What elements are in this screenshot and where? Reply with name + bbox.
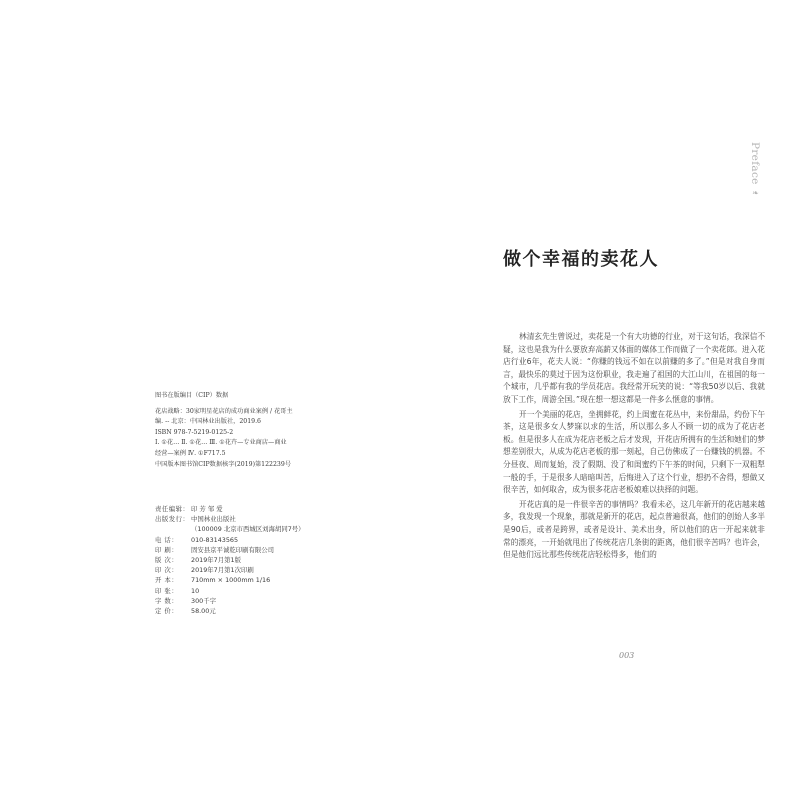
cip-title: 图书在版编目（CIP）数据 [155,392,229,399]
colophon-row [155,565,385,575]
colophon-row [155,555,385,565]
body-text [503,331,765,564]
colophon-value: 中国林业出版社 [191,515,236,524]
colophon-label: 印 张： [155,586,179,595]
paragraph: 开花店真的是一件很辛苦的事情吗？我看未必，这几年新开的花店越来越多，我发现一个现象，那就是新开的花店，起点普遍很高，他们的创始人多半是90后，或者是跨界，或者是设计、美术出身，所以他们的店一开起来就非常的漂亮，一开始就甩出了传统花店几条街的距离，他们很辛苦吗？也许会，但是他们远比那些传统花店轻松得多，他们的 [503,499,766,560]
cip-line: 经营—案例 Ⅳ. ①F717.5 [155,449,226,457]
colophon-row [155,586,385,596]
colophon-value: （100009 北京市西城区刘海胡同7号） [191,525,305,534]
colophon-row [155,545,385,555]
preface-label: Preface [749,142,761,185]
colophon-block [155,504,385,616]
colophon-value: 2019年7月第1次印刷 [191,566,254,575]
colophon-value: 710mm × 1000mm 1/16 [191,576,271,585]
paragraph: 开一个美丽的花店，坐拥鲜花，约上闺蜜在花丛中，来份甜品，约份下午茶，这是很多女人梦寐以求的生活，所以那么多人不顾一切的成为了花店老板。但是很多人在成为花店老板之后才发现，开花店所拥有的生活和她们的梦想差别很大，从成为花店老板的那一刻起，自己仿佛成了一台赚钱的机器。不分昼夜、周而复始，没了假期、没了和闺蜜约下午茶的时间，只剩下一双粗犁一般的手，于是很多人暗暗叫苦，后悔进入了这个行业，想扔不舍得，想做又很辛苦，如何取舍，成为很多花店老板娘难以抉择的问题。 [503,409,766,495]
colophon-label: 出版发行： [155,515,190,524]
cip-line: 花店战略：30家明星花店的成功商业案例 / 花哥主 [155,407,293,415]
colophon-value: 印 芳 邹 爱 [191,505,223,513]
cip-block [155,391,355,470]
cip-line: ISBN 978-7-5219-0125-2 [155,428,234,436]
colophon-label [155,524,191,534]
colophon-value: 58.00元 [191,607,216,616]
colophon-label: 印 刷： [155,545,179,554]
colophon-label: 电 话： [155,535,179,544]
page-number: 003 [619,651,635,660]
colophon-row [155,514,385,524]
cip-line: Ⅰ. ①花… Ⅱ. ①花… Ⅲ. ①花卉—专业商店—商业 [155,439,287,447]
colophon-value: 固安县京平诚乾印刷有限公司 [191,545,275,554]
colophon-value: 300千字 [191,596,216,605]
colophon-row [155,575,385,585]
colophon-value: 2019年7月第1版 [191,556,241,565]
preface-running-head [749,142,761,198]
colophon-row [155,606,385,616]
cip-line: 中国版本图书馆CIP数据核字(2019)第122239号 [155,460,291,468]
colophon-value: 010-83143565 [191,535,239,544]
chapter-title: 做个幸福的卖花人 [503,249,659,270]
colophon-label: 字 数： [155,596,179,605]
colophon-value: 10 [191,586,200,595]
colophon-label: 责任编辑： [155,505,190,513]
flourish-icon: ❧ [751,188,760,198]
cip-line: 编. -- 北京：中国林业出版社，2019.6 [155,418,261,426]
colophon-label: 定 价： [155,607,179,616]
colophon-row [155,596,385,606]
paragraph: 林清玄先生曾说过，卖花是一个有大功德的行业，对于这句话，我深信不疑，这也是我为什么要放弃高薪又体面的媒体工作而做了一个卖花郎。进入花店行业6年，花夫人说：“你赚的钱远不如在以前赚的多了。”但是对我自身而言，最快乐的莫过于因为这份职业，我走遍了祖国的大江山川，在祖国的每一个城市，几乎都有我的学员花店。我经常开玩笑的说：“等我50岁以后、我就放下工作，周游全国。”现在想一想这都是一件多么惬意的事情。 [503,332,766,404]
colophon-row [155,524,385,534]
colophon-label: 印 次： [155,566,179,575]
colophon-row [155,535,385,545]
colophon-row [155,504,385,514]
colophon-label: 版 次： [155,556,179,565]
colophon-label: 开 本： [155,576,179,585]
